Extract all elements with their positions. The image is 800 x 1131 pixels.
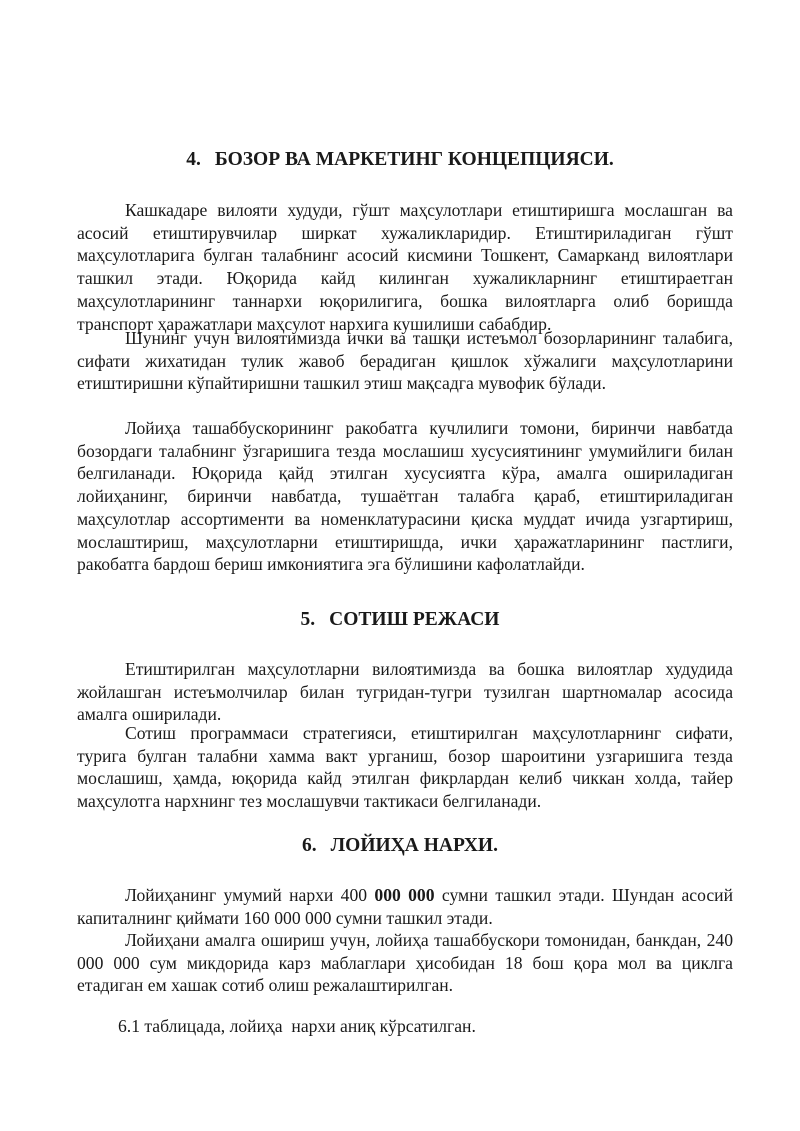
section-5-heading xyxy=(0,608,800,632)
section-4-paragraph-1: Кашкадаре вилояти худуди, гўшт маҳсулотлари етиштиришга мослашган ва асосий етиштирувчилар ширкат хужаликларидир. Етиштириладиган гўшт маҳсулотларига булган талабнинг асосий кисмини Тошкент, Самарканд вилоятлари ташкил этади. Юқорида кайд килинган хужаликларнинг етиштираетган маҳсулотларининг таннархи юқорилигига, бошка вилоятларга олиб боришда транспорт ҳаражатлари маҳсулот нархига кушилиши сабабдир. xyxy=(77,200,733,334)
section-6-paragraph-2: Лойиҳани амалга ошириш учун, лойиҳа ташаббускори томонидан, банкдан, 240 000 000 сум микдорида карз маблаглари ҳисобидан 18 бош қора мол ва циклга етадиган ем хашак сотиб олиш режалаштирилган. xyxy=(77,930,733,996)
section-6-heading xyxy=(0,834,800,858)
section-4-title: БОЗОР ВА МАРКЕТИНГ КОНЦЕПЦИЯСИ. xyxy=(214,149,614,170)
section-5-number: 5. xyxy=(300,609,316,630)
section-6-number: 6. xyxy=(302,835,317,856)
section-4-heading xyxy=(0,148,800,172)
price-text-end: сумни ташкил этади. Шундан асосий капиталнинг қиймати 160 000 000 сумни ташкил этади. xyxy=(77,885,733,928)
section-6-paragraph-1 xyxy=(77,884,733,929)
section-5-paragraph-2: Сотиш программаси стратегияси, етиштирилган маҳсулотларнинг сифати, турига булган талабни хамма вакт урганиш, бозор шароитини узгаришига тезда мослашиш, ҳамда, юқорида кайд этилган фикрлардан келиб чиккан холда, тайер маҳсулотга нархнинг тез мослашувчи тактикаси белгиланади. xyxy=(77,723,733,812)
section-4-paragraph-2: Шунинг учун вилоятимизда ички ва ташқи истеъмол бозорларининг талабига, сифати жихатидан тулик жавоб берадиган қишлок хўжалиги маҳсулотларини етиштиришни кўпайтиришни ташкил этиш мақсадга мувофик бўлади. xyxy=(77,328,733,394)
price-bold-amount: 000 000 xyxy=(374,885,435,905)
table-reference-note: 6.1 таблицада, лойиҳа нархи аниқ кўрсатилган. xyxy=(118,1016,476,1036)
section-5-title: СОТИШ РЕЖАСИ xyxy=(329,609,500,630)
section-4-paragraph-3: Лойиҳа ташаббускорининг ракобатга кучлилиги томони, биринчи навбатда бозордаги талабнинг ўзгаришига тезда мослашиш хусусиятининг умумийлиги билан белгиланади. Юқорида қайд этилган хусусиятга кўра, амалга ошириладиган лойиҳанинг, биринчи навбатда, тушаётган талабга қараб, етиштириладиган маҳсулотлар ассортименти ва номенклатурасини қиска муддат ичида узгартириш, мослаштириш, маҳсулотларни етиштиришда, ички ҳаражатларининг пастлиги, ракобатга бардош бериш имкониятига эга бўлишини кафолатлайди. xyxy=(77,418,733,575)
section-4-number: 4. xyxy=(186,149,201,170)
price-text-start: Лойиҳанинг умумий нархи 400 xyxy=(125,885,375,905)
section-5-paragraph-1: Етиштирилган маҳсулотларни вилоятимизда ва бошка вилоятлар худудида жойлашган истеъмолчилар билан тугридан-тугри тузилган шартномалар асосида амалга оширилади. xyxy=(77,659,733,725)
section-6-title: ЛОЙИҲА НАРХИ. xyxy=(330,835,498,856)
